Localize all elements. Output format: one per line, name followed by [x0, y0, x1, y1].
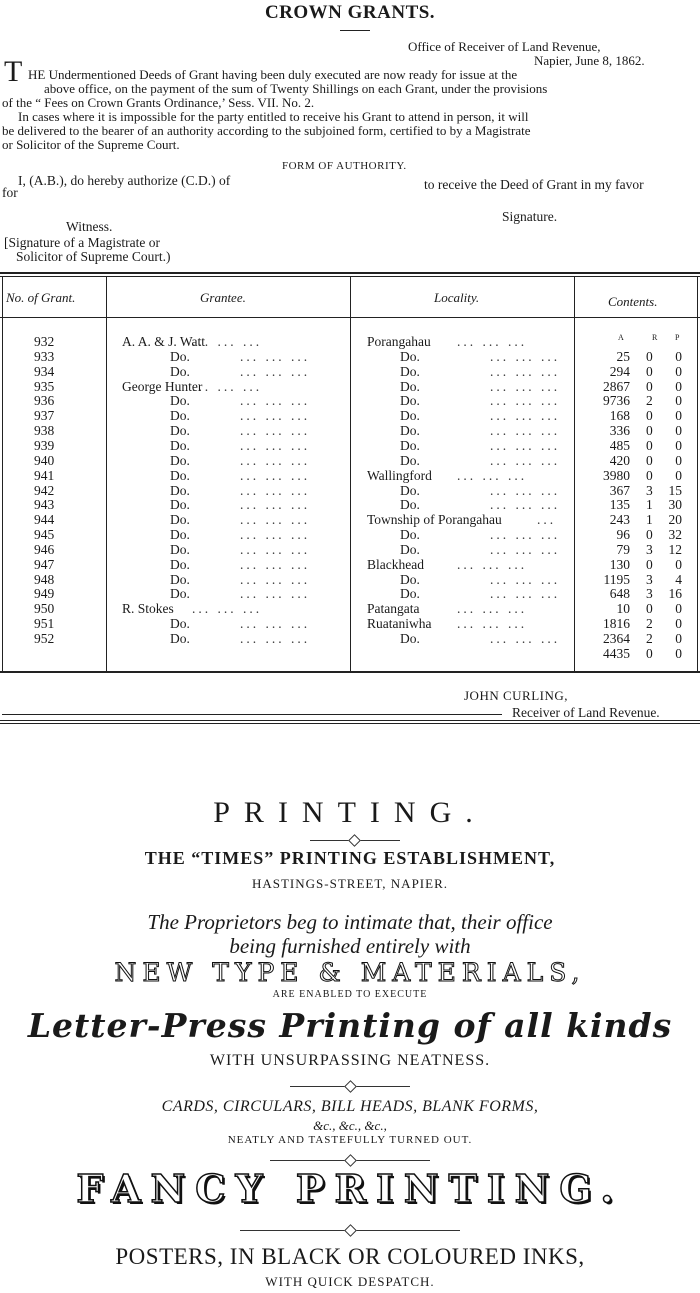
perches: 32 — [668, 527, 682, 543]
roods: 0 — [646, 452, 653, 468]
roods: 2 — [646, 616, 653, 632]
acres: 420 — [609, 452, 630, 468]
acres: 168 — [609, 408, 630, 424]
locality-name: Patangata — [367, 601, 420, 617]
roods: 2 — [646, 393, 653, 409]
table-row — [0, 468, 700, 483]
grant-number: 949 — [34, 586, 55, 602]
table-row — [0, 616, 700, 631]
grant-number: 945 — [34, 527, 55, 543]
perches: 0 — [675, 601, 682, 617]
grantee-name: Do. — [170, 393, 190, 409]
table-row — [0, 572, 700, 587]
grantee-name: George Hunter — [122, 378, 203, 394]
roods: 0 — [646, 601, 653, 617]
perches: 0 — [675, 423, 682, 439]
grant-number: 936 — [34, 393, 55, 409]
leader-dots: ... ... ... — [240, 512, 311, 528]
acres: 485 — [609, 437, 630, 453]
perches: 0 — [675, 556, 682, 572]
locality-name: Do. — [400, 378, 420, 394]
ornament-diamond-3 — [344, 1154, 357, 1167]
witness-label: Witness. — [66, 219, 113, 234]
leader-dots: ... ... ... — [240, 571, 311, 587]
grantee-name: Do. — [170, 497, 190, 513]
grant-number: 951 — [34, 616, 55, 632]
leader-dots: ... ... ... — [240, 616, 311, 632]
title-underline — [340, 30, 370, 31]
leader-dots: ... ... ... — [240, 541, 311, 557]
grant-number: 939 — [34, 437, 55, 453]
acres: 243 — [609, 512, 630, 528]
perches: 12 — [668, 541, 682, 557]
acres: 294 — [609, 363, 630, 379]
acres: 130 — [609, 556, 630, 572]
table-row — [0, 601, 700, 616]
locality-name: Do. — [400, 408, 420, 424]
locality-name: Wallingford — [367, 467, 432, 483]
acres: 9736 — [603, 393, 630, 409]
locality-name: Do. — [400, 363, 420, 379]
roods: 3 — [646, 482, 653, 498]
roods: 0 — [646, 423, 653, 439]
neatness-line: WITH UNSURPASSING NEATNESS. — [209, 1052, 491, 1069]
leader-dots: ... ... ... — [490, 437, 561, 453]
acres: 25 — [616, 348, 630, 364]
paragraph-2-line-1: In cases where it is impossible for the party entitled to receive his Grant to attend in person, it will — [18, 109, 529, 124]
table-row — [0, 364, 700, 379]
grant-number: 948 — [34, 571, 55, 587]
leader-dots: ... ... ... — [457, 334, 528, 349]
roods: 0 — [646, 645, 653, 661]
grantee-name: Do. — [170, 408, 190, 424]
paragraph-1-line-1: HE Undermentioned Deeds of Grant having been duly executed are now ready for issue at the — [28, 67, 518, 82]
footer-rule-1 — [0, 720, 700, 721]
table-row — [0, 586, 700, 601]
header-no: No. of Grant. — [6, 290, 76, 305]
grant-number: 937 — [34, 408, 55, 424]
form-line-a: I, (A.B.), do hereby authorize (C.D.) of — [18, 173, 231, 188]
leader-dots: ... ... ... — [240, 586, 311, 602]
unit-p: P — [675, 333, 680, 342]
table-row — [0, 349, 700, 364]
table-row — [0, 423, 700, 438]
leader-dots: ... ... ... — [240, 437, 311, 453]
acres: 1195 — [603, 571, 630, 587]
leader-dots: ... ... ... — [490, 631, 561, 646]
perches: 0 — [675, 348, 682, 364]
roods: 1 — [646, 512, 653, 528]
table-row — [0, 646, 700, 661]
leader-dots: ... ... ... — [240, 423, 311, 439]
perches: 0 — [675, 467, 682, 483]
perches: 0 — [675, 645, 682, 661]
fancy-printing: FANCY PRINTING. — [76, 1166, 624, 1211]
table-row — [0, 631, 700, 646]
leader-dots: ... ... ... — [457, 467, 528, 483]
locality-name: Do. — [400, 437, 420, 453]
leader-dots: ... ... ... — [240, 363, 311, 379]
locality-name: Do. — [400, 571, 420, 587]
table-row — [0, 557, 700, 572]
locality-name: Do. — [400, 541, 420, 557]
notice-title: CROWN GRANTS. — [264, 2, 436, 23]
signer-title: Receiver of Land Revenue. — [512, 705, 660, 720]
signer-name: JOHN CURLING, — [464, 688, 568, 703]
acres: 135 — [609, 497, 630, 513]
enabled-to-execute: ARE ENABLED TO EXECUTE — [272, 989, 428, 1000]
paragraph-1-line-2: above office, on the payment of the sum of Twenty Shillings on each Grant, under the provisions — [44, 81, 548, 96]
locality-name: Do. — [400, 348, 420, 364]
grantee-name: Do. — [170, 527, 190, 543]
leader-dots: ... ... ... — [192, 334, 263, 349]
leader-dots: ... ... ... — [240, 467, 311, 483]
grant-number: 942 — [34, 482, 55, 498]
grantee-name: Do. — [170, 348, 190, 364]
office-line: Office of Receiver of Land Revenue, — [408, 39, 601, 54]
ornament-diamond-4 — [344, 1224, 357, 1237]
grantee-name: Do. — [170, 423, 190, 439]
grant-number: 947 — [34, 556, 55, 572]
roods: 3 — [646, 586, 653, 602]
table-row — [0, 453, 700, 468]
grantee-name: Do. — [170, 467, 190, 483]
form-line-b: to receive the Deed of Grant in my favor — [424, 177, 644, 192]
locality-name: Do. — [400, 631, 420, 646]
locality-name: Do. — [400, 423, 420, 439]
drop-cap: T — [4, 55, 23, 88]
despatch-line: WITH QUICK DESPATCH. — [265, 1274, 435, 1289]
perches: 30 — [668, 497, 682, 513]
acres: 336 — [609, 423, 630, 439]
leader-dots: ... ... ... — [457, 556, 528, 572]
form-heading: FORM OF AUTHORITY. — [282, 160, 407, 172]
intro-line-2: being furnished entirely with — [229, 934, 471, 958]
form-for: for — [2, 185, 18, 200]
perches: 0 — [675, 393, 682, 409]
grant-number: 952 — [34, 631, 55, 646]
leader-dots: ... ... ... — [490, 571, 561, 587]
header-contents: Contents. — [608, 294, 658, 309]
grant-number: 932 — [34, 334, 55, 349]
leader-dots: ... ... ... — [490, 527, 561, 543]
roods: 0 — [646, 437, 653, 453]
unit-a: A — [618, 333, 624, 342]
grant-number: 938 — [34, 423, 55, 439]
leader-dots: ... ... ... — [240, 348, 311, 364]
roods: 1 — [646, 497, 653, 513]
grant-number: 933 — [34, 348, 55, 364]
grantee-name: Do. — [170, 586, 190, 602]
leader-dots: ... ... ... — [490, 363, 561, 379]
acres: 4435 — [603, 645, 630, 661]
perches: 15 — [668, 482, 682, 498]
roods: 0 — [646, 348, 653, 364]
locality-name: Do. — [400, 527, 420, 543]
locality-name: Do. — [400, 482, 420, 498]
acres: 2867 — [603, 378, 630, 394]
acres: 2364 — [603, 631, 630, 646]
ornament-diamond-1 — [348, 834, 361, 847]
grantee-name: Do. — [170, 512, 190, 528]
roods: 2 — [646, 631, 653, 646]
perches: 4 — [675, 571, 682, 587]
leader-dots: ... ... ... — [240, 497, 311, 513]
posters-line: POSTERS, IN BLACK OR COLOURED INKS, — [115, 1244, 585, 1269]
table-row — [0, 379, 700, 394]
grantee-name: Do. — [170, 452, 190, 468]
header-grantee: Grantee. — [200, 290, 246, 305]
grantee-name: Do. — [170, 437, 190, 453]
grantee-name: Do. — [170, 631, 190, 646]
acres: 79 — [616, 541, 630, 557]
locality-name: Do. — [400, 452, 420, 468]
roods: 0 — [646, 378, 653, 394]
table-row — [0, 393, 700, 408]
table-row — [0, 527, 700, 542]
leader-dots: ... ... ... — [490, 408, 561, 424]
date-line: Napier, June 8, 1862. — [534, 53, 645, 68]
acres: 3980 — [603, 467, 630, 483]
roods: 0 — [646, 467, 653, 483]
leader-dots: ... ... ... — [490, 423, 561, 439]
footer-rule-2 — [0, 723, 700, 724]
advert-headline: PRINTING. — [213, 796, 487, 829]
roods: 0 — [646, 527, 653, 543]
leader-dots: ... ... ... — [490, 393, 561, 409]
grant-number: 943 — [34, 497, 55, 513]
footer-rule-left — [2, 714, 502, 715]
locality-name: Do. — [400, 393, 420, 409]
leader-dots: ... ... ... — [240, 482, 311, 498]
perches: 0 — [675, 363, 682, 379]
unit-r: R — [652, 333, 658, 342]
witness-note-1: [Signature of a Magistrate or — [4, 235, 160, 250]
table-row — [0, 512, 700, 527]
leader-dots: ... ... ... — [490, 541, 561, 557]
letterpress-line: Letter-Press Printing of all kinds — [27, 1006, 673, 1045]
roods: 3 — [646, 541, 653, 557]
locality-name: Ruataniwha — [367, 616, 432, 632]
roods: 0 — [646, 556, 653, 572]
grant-number: 934 — [34, 363, 55, 379]
leader-dots: ... ... ... — [490, 348, 561, 364]
grant-number: 950 — [34, 601, 55, 617]
establishment-name: THE “TIMES” PRINTING ESTABLISHMENT, — [144, 848, 556, 868]
roods: 0 — [646, 363, 653, 379]
leader-dots: ... ... ... — [240, 527, 311, 543]
grantee-name: Do. — [170, 482, 190, 498]
grantee-name: Do. — [170, 556, 190, 572]
acres: 10 — [616, 601, 630, 617]
perches: 20 — [668, 512, 682, 528]
grantee-name: A. A. & J. Watt — [122, 334, 206, 349]
perches: 0 — [675, 378, 682, 394]
grant-number: 946 — [34, 541, 55, 557]
leader-dots: ... ... ... — [240, 408, 311, 424]
leader-dots: ... — [537, 512, 557, 528]
header-locality: Locality. — [434, 290, 480, 305]
table-row — [0, 483, 700, 498]
etc-line: &c., &c., &c., — [313, 1118, 387, 1133]
table-row — [0, 438, 700, 453]
roods: 0 — [646, 408, 653, 424]
establishment-address: HASTINGS-STREET, NAPIER. — [251, 876, 448, 891]
grantee-name: Do. — [170, 541, 190, 557]
locality-name: Porangahau — [367, 334, 431, 349]
ornament-diamond-2 — [344, 1080, 357, 1093]
leader-dots: ... ... ... — [490, 482, 561, 498]
perches: 0 — [675, 631, 682, 646]
new-type-materials: NEW TYPE & MATERIALS, — [114, 958, 586, 987]
paragraph-2-line-3: or Solicitor of the Supreme Court. — [2, 137, 180, 152]
acres: 648 — [609, 586, 630, 602]
acres: 1816 — [603, 616, 630, 632]
grantee-name: Do. — [170, 616, 190, 632]
grantee-name: R. Stokes — [122, 601, 174, 617]
paragraph-2-line-2: be delivered to the bearer of an authority according to the subjoined form, certified to by a Magistrate — [2, 123, 531, 138]
grant-number: 940 — [34, 452, 55, 468]
locality-name: Township of Porangahau — [367, 512, 502, 528]
leader-dots: ... ... ... — [240, 556, 311, 572]
paragraph-1-line-3: of the “ Fees on Crown Grants Ordinance,’ Sess. VII. No. 2. — [2, 95, 315, 110]
locality-name: Blackhead — [367, 556, 424, 572]
leader-dots: ... ... ... — [490, 452, 561, 468]
leader-dots: ... ... ... — [240, 393, 311, 409]
turned-out-line: NEATLY AND TASTEFULLY TURNED OUT. — [227, 1134, 473, 1146]
table-top-rule — [0, 272, 700, 274]
perches: 0 — [675, 408, 682, 424]
cards-line: CARDS, CIRCULARS, BILL HEADS, BLANK FORMS, — [161, 1098, 539, 1115]
leader-dots: ... ... ... — [490, 497, 561, 513]
intro-line-1: The Proprietors beg to intimate that, their office — [147, 910, 553, 934]
roods: 3 — [646, 571, 653, 587]
table-row — [0, 408, 700, 423]
signature-label: Signature. — [502, 209, 558, 224]
table-row — [0, 334, 700, 349]
perches: 16 — [668, 586, 682, 602]
leader-dots: ... ... ... — [192, 378, 263, 394]
perches: 0 — [675, 437, 682, 453]
leader-dots: ... ... ... — [240, 452, 311, 468]
acres: 367 — [609, 482, 630, 498]
leader-dots: ... ... ... — [490, 378, 561, 394]
table-row — [0, 542, 700, 557]
leader-dots: ... ... ... — [192, 601, 263, 617]
leader-dots: ... ... ... — [240, 631, 311, 646]
leader-dots: ... ... ... — [457, 616, 528, 632]
grant-number: 935 — [34, 378, 55, 394]
perches: 0 — [675, 452, 682, 468]
grant-number: 941 — [34, 467, 55, 483]
acres: 96 — [616, 527, 630, 543]
locality-name: Do. — [400, 586, 420, 602]
witness-note-2: Solicitor of Supreme Court.) — [16, 249, 171, 264]
locality-name: Do. — [400, 497, 420, 513]
perches: 0 — [675, 616, 682, 632]
grantee-name: Do. — [170, 363, 190, 379]
table-row — [0, 497, 700, 512]
leader-dots: ... ... ... — [457, 601, 528, 617]
grantee-name: Do. — [170, 571, 190, 587]
leader-dots: ... ... ... — [490, 586, 561, 602]
grant-number: 944 — [34, 512, 55, 528]
